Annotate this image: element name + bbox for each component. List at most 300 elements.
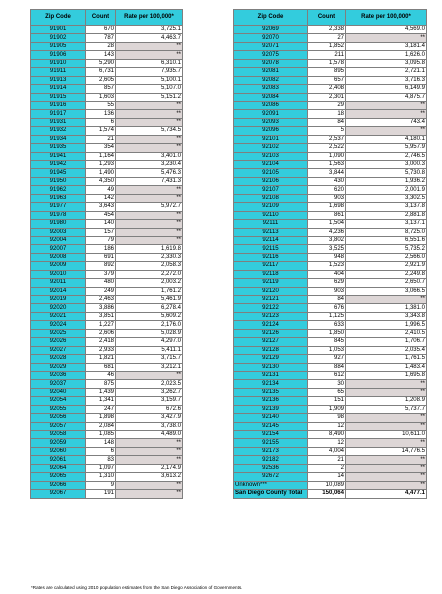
zip-code-header: Zip Code	[31, 10, 86, 26]
rate-cell: 2,176.0	[116, 321, 183, 329]
count-cell: 787	[86, 34, 116, 42]
zip-code-cell: 91978	[31, 211, 86, 219]
count-cell: 4,236	[308, 228, 346, 236]
rate-cell: 6,278.4	[116, 304, 183, 312]
table-row	[234, 253, 427, 261]
zip-code-cell: 92058	[31, 431, 86, 439]
table-row	[31, 405, 183, 413]
table-row	[234, 338, 427, 346]
rate-cell: **	[116, 481, 183, 489]
count-cell: 3,844	[308, 169, 346, 177]
table-row	[31, 388, 183, 396]
rate-cell: **	[346, 439, 427, 447]
count-cell: 140	[86, 220, 116, 228]
count-cell: 1,310	[86, 473, 116, 481]
zip-code-cell: 92111	[234, 220, 308, 228]
rate-cell: 1,996.5	[346, 321, 427, 329]
table-row	[31, 439, 183, 447]
count-cell: 49	[86, 186, 116, 194]
zip-code-cell: 91980	[31, 220, 86, 228]
rate-cell: 5,461.9	[116, 296, 183, 304]
table-row	[234, 34, 427, 42]
count-cell: 1,097	[86, 464, 116, 472]
zip-code-cell: 92119	[234, 279, 308, 287]
count-cell: 84	[308, 296, 346, 304]
rate-cell: 7,935.7	[116, 68, 183, 76]
table-row	[234, 228, 427, 236]
count-cell: 676	[308, 304, 346, 312]
table-row	[234, 447, 427, 455]
zip-code-cell: 92154	[234, 431, 308, 439]
zip-code-cell: 91905	[31, 42, 86, 50]
zip-code-cell: 92115	[234, 245, 308, 253]
table-row	[234, 464, 427, 472]
count-cell: 10,089	[308, 481, 346, 489]
zip-code-cell: 92081	[234, 68, 308, 76]
count-cell: 3,886	[86, 304, 116, 312]
table-row	[31, 194, 183, 202]
rate-cell: 5,609.2	[116, 312, 183, 320]
zip-code-cell: 92060	[31, 447, 86, 455]
count-cell: 1,490	[86, 169, 116, 177]
count-cell: 404	[308, 270, 346, 278]
rate-cell: 5,028.9	[116, 329, 183, 337]
rate-cell: **	[346, 456, 427, 464]
zip-code-cell: 92078	[234, 59, 308, 67]
zip-code-cell: 92003	[31, 228, 86, 236]
zip-code-cell: 92093	[234, 118, 308, 126]
zip-code-cell: San Diego County Total	[234, 490, 308, 498]
count-cell: 2,605	[86, 76, 116, 84]
count-cell: 1,574	[86, 127, 116, 135]
table-row	[234, 59, 427, 67]
zip-code-cell: 92128	[234, 346, 308, 354]
zip-code-cell: 92122	[234, 304, 308, 312]
zip-code-cell: 92037	[31, 380, 86, 388]
table-row	[31, 397, 183, 405]
zip-code-cell: 91916	[31, 101, 86, 109]
zip-code-cell: 92020	[31, 304, 86, 312]
table-row	[234, 177, 427, 185]
zip-code-cell: 92145	[234, 422, 308, 430]
table-row	[234, 312, 427, 320]
table-row	[234, 490, 427, 498]
table-row	[31, 110, 183, 118]
table-row	[31, 211, 183, 219]
zip-code-cell: 92025	[31, 329, 86, 337]
count-cell: 2,606	[86, 329, 116, 337]
rate-header: Rate per 100,000*	[346, 10, 427, 26]
count-cell: 151	[308, 397, 346, 405]
zip-code-cell: 92027	[31, 346, 86, 354]
zip-code-cell: 92108	[234, 194, 308, 202]
rate-cell: 3,343.8	[346, 312, 427, 320]
zip-code-cell: 92056	[31, 414, 86, 422]
zip-code-cell: 92082	[234, 76, 308, 84]
count-cell: 247	[86, 405, 116, 413]
table-row	[234, 68, 427, 76]
count-cell: 2,522	[308, 144, 346, 152]
rate-cell: 4,477.1	[346, 490, 427, 498]
table-row	[31, 456, 183, 464]
zip-code-cell: 92105	[234, 169, 308, 177]
table-row	[31, 93, 183, 101]
zip-code-cell: 91934	[31, 135, 86, 143]
zip-code-cell: 92066	[31, 481, 86, 489]
zip-code-cell: 91950	[31, 177, 86, 185]
table-row	[234, 42, 427, 50]
count-cell: 12	[308, 439, 346, 447]
table-row	[31, 380, 183, 388]
zip-code-cell: 92083	[234, 85, 308, 93]
table-row	[234, 321, 427, 329]
table-row	[234, 431, 427, 439]
count-cell: 1,293	[86, 161, 116, 169]
table-row	[234, 85, 427, 93]
count-cell: 21	[308, 456, 346, 464]
zip-code-cell: 92040	[31, 388, 86, 396]
count-cell: 1,085	[86, 431, 116, 439]
zip-code-cell: 92091	[234, 110, 308, 118]
table-row	[31, 321, 183, 329]
rate-cell: **	[116, 439, 183, 447]
zip-code-cell: 91917	[31, 110, 86, 118]
table-row	[31, 26, 183, 34]
rate-cell: 5,100.1	[116, 76, 183, 84]
zip-code-cell: 91945	[31, 169, 86, 177]
rate-cell: 6,310.1	[116, 59, 183, 67]
count-cell: 1,850	[308, 329, 346, 337]
rate-cell: **	[116, 220, 183, 228]
rate-cell: 3,716.3	[346, 76, 427, 84]
footnote: *Rates are calculated using 2010 population estimates from the San Diego Association of Governments.	[31, 585, 243, 590]
count-cell: 1,898	[86, 414, 116, 422]
table-row	[234, 203, 427, 211]
zip-code-cell: 92010	[31, 270, 86, 278]
table-row	[31, 152, 183, 160]
rate-cell: 4,297.0	[116, 338, 183, 346]
table-row	[31, 304, 183, 312]
rate-cell: 3,613.2	[116, 473, 183, 481]
count-cell: 1,563	[308, 161, 346, 169]
zip-code-cell: 92009	[31, 262, 86, 270]
table-row	[234, 169, 427, 177]
table-row	[31, 363, 183, 371]
zip-code-cell: 92114	[234, 236, 308, 244]
zip-code-cell: 92067	[31, 490, 86, 498]
rate-cell: 3,137.8	[346, 203, 427, 211]
table-row	[234, 245, 427, 253]
zip-table-right	[233, 9, 427, 499]
count-header: Count	[308, 10, 346, 26]
rate-cell: **	[116, 144, 183, 152]
rate-cell: 6,149.9	[346, 85, 427, 93]
zip-code-cell: 92102	[234, 144, 308, 152]
table-row	[31, 371, 183, 379]
count-cell: 3,851	[86, 312, 116, 320]
zip-code-cell: 92104	[234, 161, 308, 169]
count-cell: 211	[308, 51, 346, 59]
count-cell: 5,290	[86, 59, 116, 67]
rate-cell: 5,737.7	[346, 405, 427, 413]
count-cell: 148	[86, 439, 116, 447]
zip-code-cell: 92014	[31, 287, 86, 295]
zip-code-cell: 92024	[31, 321, 86, 329]
count-cell: 12	[308, 422, 346, 430]
count-cell: 1,439	[86, 388, 116, 396]
zip-code-cell: 92070	[234, 34, 308, 42]
count-cell: 14	[308, 473, 346, 481]
rate-cell: 4,463.7	[116, 34, 183, 42]
zip-code-cell: 91935	[31, 144, 86, 152]
table-row	[31, 447, 183, 455]
table-row	[31, 135, 183, 143]
table-row	[234, 397, 427, 405]
rate-cell: 5,476.3	[116, 169, 183, 177]
table-row	[234, 380, 427, 388]
count-cell: 3,525	[308, 245, 346, 253]
zip-code-cell: 92036	[31, 371, 86, 379]
zip-code-cell: 92126	[234, 329, 308, 337]
rate-cell: 5,957.9	[346, 144, 427, 152]
zip-code-cell: 92136	[234, 397, 308, 405]
rate-cell: 2,746.5	[346, 152, 427, 160]
table-row	[234, 186, 427, 194]
count-cell: 150,064	[308, 490, 346, 498]
rate-cell: **	[346, 127, 427, 135]
count-cell: 29	[308, 101, 346, 109]
rate-cell: 1,483.4	[346, 363, 427, 371]
table-row	[234, 110, 427, 118]
zip-code-cell: 92057	[31, 422, 86, 430]
table-row	[234, 287, 427, 295]
zip-code-cell: 91962	[31, 186, 86, 194]
zip-code-cell: 92101	[234, 135, 308, 143]
rate-cell: 672.6	[116, 405, 183, 413]
count-cell: 4,004	[308, 447, 346, 455]
table-row	[31, 481, 183, 489]
table-row	[31, 203, 183, 211]
table-row	[234, 127, 427, 135]
rate-cell: **	[346, 473, 427, 481]
table-row	[234, 473, 427, 481]
rate-cell: 3,738.0	[116, 422, 183, 430]
count-cell: 3,643	[86, 203, 116, 211]
zip-code-cell: 92113	[234, 228, 308, 236]
rate-cell: **	[116, 447, 183, 455]
count-cell: 136	[86, 110, 116, 118]
table-row	[234, 135, 427, 143]
zip-code-cell: 92007	[31, 245, 86, 253]
rate-cell: **	[346, 422, 427, 430]
rate-cell: 1,761.5	[346, 355, 427, 363]
rate-cell: **	[116, 110, 183, 118]
zip-code-cell: 92155	[234, 439, 308, 447]
count-cell: 2,408	[308, 85, 346, 93]
zip-code-cell: 91963	[31, 194, 86, 202]
rate-cell: **	[116, 51, 183, 59]
rate-cell: 3,000.3	[346, 161, 427, 169]
count-cell: 6	[86, 118, 116, 126]
count-cell: 948	[308, 253, 346, 261]
count-cell: 46	[86, 371, 116, 379]
zip-code-cell: 92107	[234, 186, 308, 194]
count-cell: 681	[86, 363, 116, 371]
rate-cell: **	[116, 236, 183, 244]
count-cell: 903	[308, 287, 346, 295]
count-cell: 1,164	[86, 152, 116, 160]
count-cell: 186	[86, 245, 116, 253]
table-row	[234, 414, 427, 422]
rate-cell: 3,725.1	[116, 26, 183, 34]
count-cell: 430	[308, 177, 346, 185]
rate-cell: **	[116, 490, 183, 498]
table-row	[31, 464, 183, 472]
table-row	[234, 144, 427, 152]
table-row	[234, 371, 427, 379]
zip-code-cell: 92019	[31, 296, 86, 304]
rate-cell: **	[116, 135, 183, 143]
count-cell: 670	[86, 26, 116, 34]
zip-code-cell: 92008	[31, 253, 86, 261]
count-cell: 927	[308, 355, 346, 363]
zip-code-cell: 91977	[31, 203, 86, 211]
rate-cell: 5,735.2	[346, 245, 427, 253]
count-cell: 903	[308, 194, 346, 202]
table-row	[31, 473, 183, 481]
zip-code-cell: 92131	[234, 371, 308, 379]
count-cell: 633	[308, 321, 346, 329]
zip-code-cell: 92065	[31, 473, 86, 481]
table-row	[234, 93, 427, 101]
count-cell: 1,909	[308, 405, 346, 413]
zip-code-cell: 91942	[31, 161, 86, 169]
zip-code-header: Zip Code	[234, 10, 308, 26]
table-row	[234, 152, 427, 160]
rate-cell: 2,650.7	[346, 279, 427, 287]
count-cell: 620	[308, 186, 346, 194]
table-row	[31, 101, 183, 109]
rate-cell: 3,302.5	[346, 194, 427, 202]
count-cell: 18	[308, 110, 346, 118]
zip-code-cell: 92075	[234, 51, 308, 59]
zip-code-cell: Unknown***	[234, 481, 308, 489]
table-row	[31, 59, 183, 67]
count-cell: 629	[308, 279, 346, 287]
table-row	[31, 296, 183, 304]
table-row	[31, 312, 183, 320]
rate-cell: 1,706.7	[346, 338, 427, 346]
zip-code-cell: 92139	[234, 405, 308, 413]
table-row	[31, 220, 183, 228]
zip-code-cell: 91915	[31, 93, 86, 101]
rate-cell: 2,272.0	[116, 270, 183, 278]
header-row	[234, 10, 427, 26]
rate-cell: **	[346, 296, 427, 304]
zip-code-cell: 92071	[234, 42, 308, 50]
count-cell: 691	[86, 253, 116, 261]
table-row	[31, 270, 183, 278]
count-cell: 83	[86, 456, 116, 464]
count-cell: 1,578	[308, 59, 346, 67]
zip-code-cell: 92055	[31, 405, 86, 413]
count-cell: 2,537	[308, 135, 346, 143]
rate-cell: **	[116, 371, 183, 379]
table-row	[234, 363, 427, 371]
table-row	[31, 338, 183, 346]
rate-cell: 7,431.3	[116, 177, 183, 185]
table-row	[234, 270, 427, 278]
rate-cell: 3,181.4	[346, 42, 427, 50]
zip-code-cell: 91913	[31, 76, 86, 84]
table-row	[234, 262, 427, 270]
count-cell: 895	[308, 68, 346, 76]
table-row	[234, 76, 427, 84]
zip-code-cell: 92135	[234, 388, 308, 396]
zip-code-cell: 92536	[234, 464, 308, 472]
table-row	[234, 236, 427, 244]
table-row	[234, 456, 427, 464]
table-row	[234, 388, 427, 396]
count-cell: 1,821	[86, 355, 116, 363]
rate-cell: 1,695.8	[346, 371, 427, 379]
table-row	[31, 68, 183, 76]
table-row	[234, 220, 427, 228]
count-cell: 2,418	[86, 338, 116, 346]
rate-cell: 3,427.9	[116, 414, 183, 422]
count-cell: 892	[86, 262, 116, 270]
zip-code-cell: 92109	[234, 203, 308, 211]
table-row	[31, 262, 183, 270]
rate-cell: **	[346, 414, 427, 422]
zip-code-cell: 92004	[31, 236, 86, 244]
zip-code-cell: 92110	[234, 211, 308, 219]
count-cell: 142	[86, 194, 116, 202]
rate-cell: **	[346, 388, 427, 396]
rate-cell: 6,551.6	[346, 236, 427, 244]
table-row	[31, 177, 183, 185]
count-cell: 1,125	[308, 312, 346, 320]
zip-code-cell: 92672	[234, 473, 308, 481]
zip-code-cell: 92173	[234, 447, 308, 455]
count-cell: 875	[86, 380, 116, 388]
count-cell: 2,338	[308, 26, 346, 34]
table-row	[31, 253, 183, 261]
zip-code-cell: 92054	[31, 397, 86, 405]
rate-cell: 5,107.0	[116, 85, 183, 93]
table-row	[31, 76, 183, 84]
rate-cell: 3,401.0	[116, 152, 183, 160]
count-cell: 379	[86, 270, 116, 278]
table-row	[234, 481, 427, 489]
rate-cell: 743.4	[346, 118, 427, 126]
count-cell: 55	[86, 101, 116, 109]
rate-cell: **	[116, 456, 183, 464]
count-cell: 191	[86, 490, 116, 498]
table-row	[31, 42, 183, 50]
table-row	[234, 422, 427, 430]
table-row	[31, 169, 183, 177]
count-cell: 2	[308, 464, 346, 472]
rate-cell: 8,725.0	[346, 228, 427, 236]
zip-code-cell: 92116	[234, 253, 308, 261]
rate-cell: 4,875.7	[346, 93, 427, 101]
table-row	[234, 51, 427, 59]
table-row	[31, 236, 183, 244]
table-row	[31, 34, 183, 42]
table-row	[31, 161, 183, 169]
count-cell: 884	[308, 363, 346, 371]
